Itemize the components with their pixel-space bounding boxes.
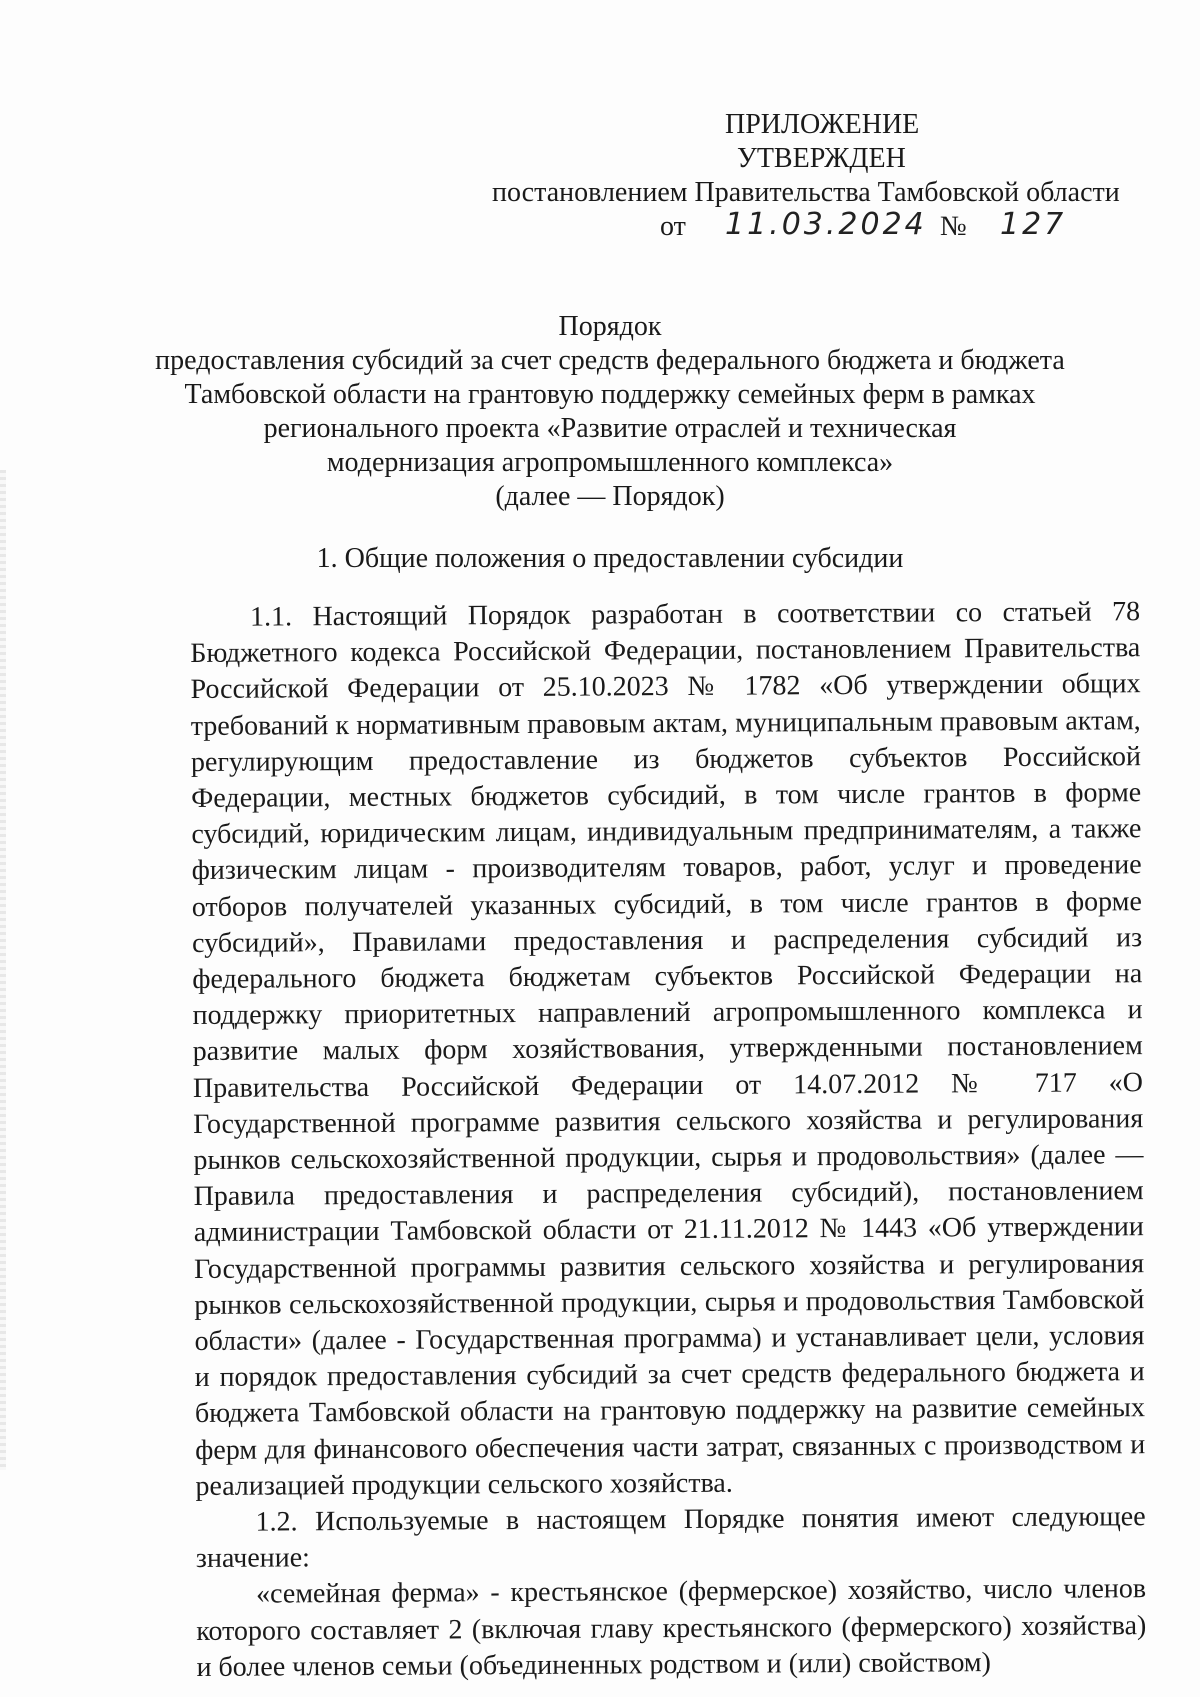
from-label: от [660,211,686,242]
appendix-label: ПРИЛОЖЕНИЕ [725,109,920,140]
title-line-2: предоставления субсидий за счет средств федерального бюджета и бюджета [155,345,1065,376]
approval-stamp-block [480,108,1180,250]
handwritten-date: 11.03.2024 [725,207,927,242]
paragraph-1-2: 1.2. Используемые в настоящем Порядке понятия имеют следующее значение: [195,1501,1146,1575]
handwritten-number: 127 [1000,207,1067,242]
title-line-4: регионального проекта «Развитие отраслей и техническая [263,413,957,444]
title-line-5: модернизация агропромышленного комплекса» [326,447,894,478]
title-line-3: Тамбовской области на грантовую поддержку семейных ферм в рамках [184,379,1036,410]
section-body [190,594,1147,1686]
scan-edge-artifact [0,470,6,1470]
paragraph-1-1: 1.1. Настоящий Порядок разработан в соответствии со статьей 78 Бюджетного кодекса Российской Федерации, постановлением Правительства Российской Федерации от 25.10.2023 № 1782 «Об утверждении общих требований к нормативным правовым актам, муниципальным правовым актам, регулирующим предоставление из бюджетов субъектов Российской Федерации, местных бюджетов субсидий, в том числе грантов в форме субсидий, юридическим лицам, индивидуальным предпринимателям, а также физическим лицам - производителям товаров, работ, услуг и проведение отборов получателей указанных субсидий, в том числе грантов в форме субсидий», Правилами предоставления и распределения субсидий из федерального бюджета бюджетам субъектов Российской Федерации на поддержку приоритетных направлений агропромышленного комплекса и развитие малых форм хозяйствования, утвержденными постановлением Правительства Российской Федерации от 14.07.2012 № 717 «О Государственной программе развития сельского хозяйства и регулирования рынков сельскохозяйственной продукции, сырья и продовольствия» (далее — Правила предоставления и распределения субсидий), постановлением администрации Тамбовской области от 21.11.2012 № 1443 «Об утверждении Государственной программы развития сельского хозяйства и регулирования рынков сельскохозяйственной продукции, сырья и продовольствия Тамбовской области» (далее - Государственная программа) и устанавливает цели, условия и порядок предоставления субсидий за счет средств федерального бюджета и бюджета Тамбовской области на грантовую поддержку на развитие семейных ферм для финансового обеспечения части затрат, связанных с производством и реализацией продукции сельского хозяйства. [190,596,1146,1502]
approval-date-number-line [480,207,1180,250]
approved-label: УТВЕРЖДЕН [737,143,906,174]
approved-by-text: постановлением Правительства Тамбовской области [492,177,1120,208]
document-title [150,310,1070,514]
title-line-6: (далее — Порядок) [495,481,725,512]
section-heading: 1. Общие положения о предоставлении субсидии [316,543,904,574]
paragraph-family-farm-definition: «семейная ферма» - крестьянское (фермерское) хозяйство, число членов которого составляет 2 (включая главу крестьянского (фермерского) хозяйства) и более членов семьи (объединенных родством и (или) свойством) [196,1573,1147,1683]
number-label: № [940,211,967,242]
title-line-1: Порядок [558,311,662,342]
